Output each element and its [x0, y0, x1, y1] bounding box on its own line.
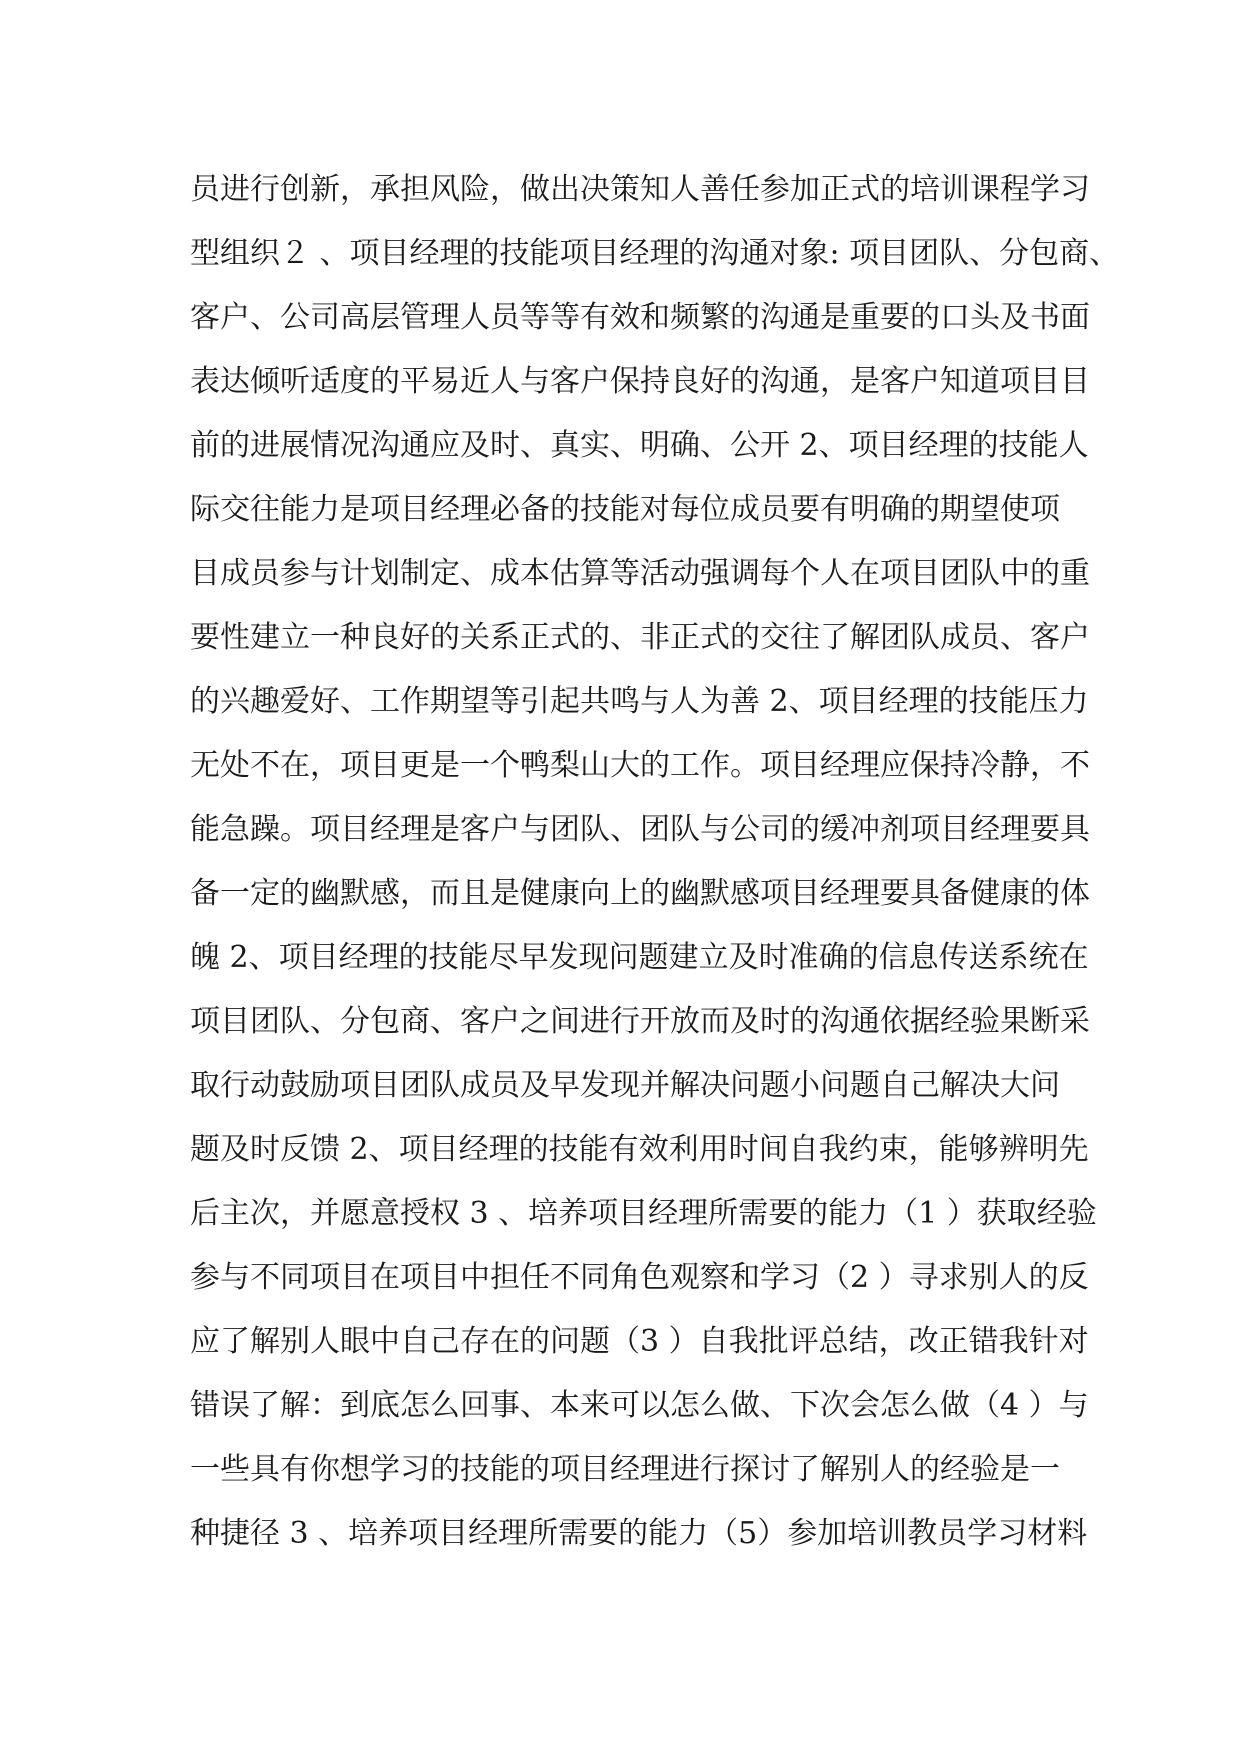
text-line: 备一定的幽默感，而且是健康向上的幽默感项目经理要具备健康的体: [190, 876, 1090, 911]
text-line: 题及时反馈 2、项目经理的技能有效利用时间自我约束，能够辨明先: [190, 1132, 1089, 1167]
text-line: 种捷径 3 、培养项目经理所需要的能力（5）参加培训教员学习材料: [190, 1516, 1088, 1551]
text-line: 前的进展情况沟通应及时、真实、明确、公开 2、项目经理的技能人: [190, 428, 1089, 463]
text-line: 取行动鼓励项目团队成员及早发现并解决问题小问题自己解决大问: [190, 1068, 1060, 1103]
text-line: 项目团队、分包商、客户之间进行开放而及时的沟通依据经验果断采: [190, 1004, 1090, 1039]
text-line: 无处不在，项目更是一个鸭梨山大的工作。项目经理应保持冷静，不: [190, 748, 1090, 783]
text-line: 际交往能力是项目经理必备的技能对每位成员要有明确的期望使项: [190, 492, 1060, 527]
body-text: [190, 158, 1120, 1566]
text-line: 目成员参与计划制定、成本估算等活动强调每个人在项目团队中的重: [190, 556, 1090, 591]
text-line: 错误了解：到底怎么回事、本来可以怎么做、下次会怎么做（4 ）与: [190, 1388, 1089, 1423]
text-line: 表达倾听适度的平易近人与客户保持良好的沟通，是客户知道项目目: [190, 364, 1090, 399]
text-line: 魄 2、项目经理的技能尽早发现问题建立及时准确的信息传送系统在: [190, 940, 1089, 975]
text-line: 要性建立一种良好的关系正式的、非正式的交往了解团队成员、客户: [190, 620, 1090, 655]
text-line: 参与不同项目在项目中担任不同角色观察和学习（2 ）寻求别人的反: [190, 1260, 1089, 1295]
text-line: 型组织２ 、项目经理的技能项目经理的沟通对象: 项目团队、分包商、: [190, 236, 1120, 271]
text-line: 后主次，并愿意授权 3 、培养项目经理所需要的能力（1 ）获取经验: [190, 1196, 1097, 1231]
text-line: 能急躁。项目经理是客户与团队、团队与公司的缓冲剂项目经理要具: [190, 812, 1090, 847]
text-line: 应了解别人眼中自己存在的问题（3 ）自我批评总结，改正错我针对: [190, 1324, 1089, 1359]
text-line: 一些具有你想学习的技能的项目经理进行探讨了解别人的经验是一: [190, 1452, 1060, 1487]
text-line: 员进行创新，承担风险，做出决策知人善任参加正式的培训课程学习: [190, 172, 1090, 207]
text-line: 客户、公司高层管理人员等等有效和频繁的沟通是重要的口头及书面: [190, 300, 1090, 335]
text-line: 的兴趣爱好、工作期望等引起共鸣与人为善 2、项目经理的技能压力: [190, 684, 1089, 719]
